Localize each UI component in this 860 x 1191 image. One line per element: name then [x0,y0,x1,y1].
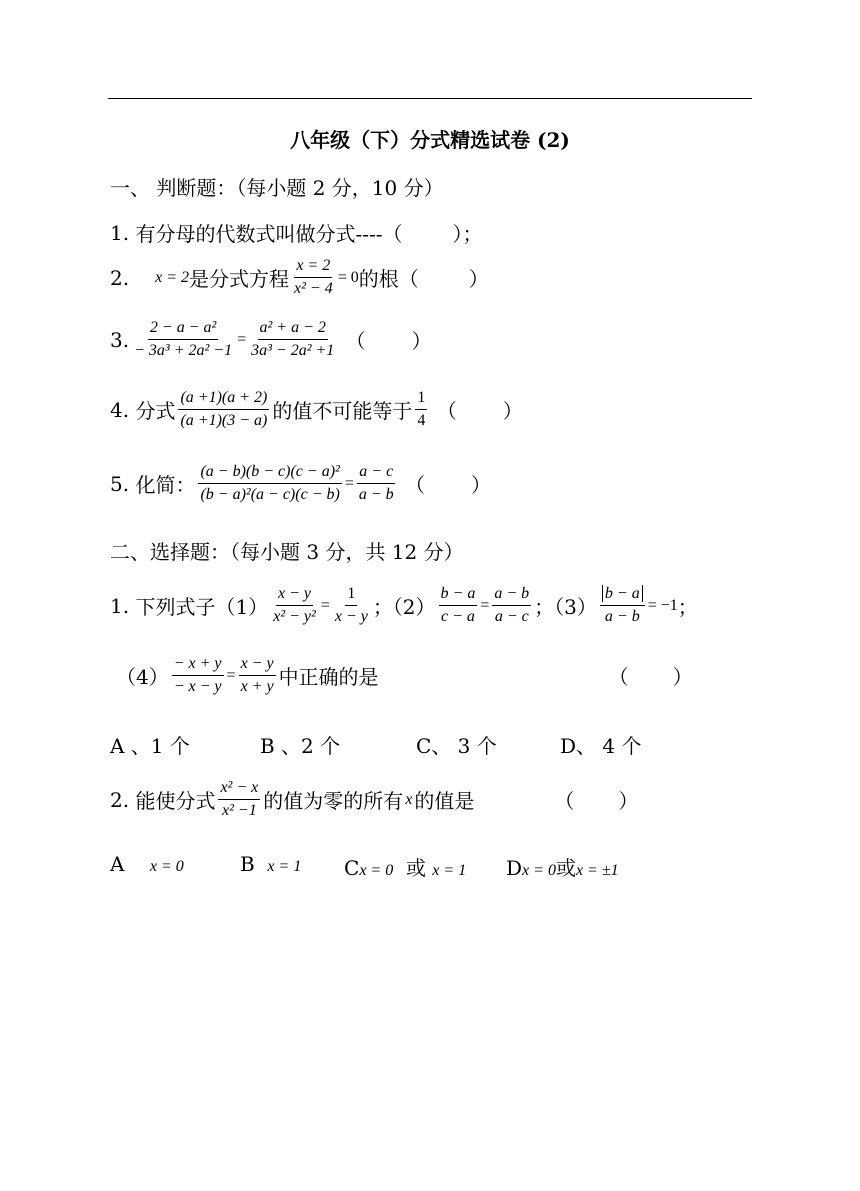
question-number: 2. [110,265,130,290]
choice-b[interactable]: B x = 1 [240,852,302,876]
question-text: ； [677,595,698,619]
choice-b[interactable]: B 、2 个 [260,734,341,758]
paren-close: ） [502,399,523,423]
question-number: 3. [110,327,130,352]
choice-a[interactable]: A x = 0 [110,852,184,876]
paren-close: ） [471,473,491,497]
question-number: 4. [110,397,130,422]
question-number: 2. [110,787,130,812]
fraction: $\frac{a - b}{a - c}$ [494,585,530,625]
question-text: 有分母的代数式叫做分式----（ [135,222,403,246]
s2-question-2 [110,778,638,821]
s2-question-1-cont: （4） $\frac{- x + y}{- x - y}$ = $\frac{x - y}{x + y}$ 中正确的是 （ ） [116,655,693,695]
question-text: ；（2） [372,595,436,619]
math-expression: = 0 [337,268,359,286]
math-expression: x = 2 [155,268,189,286]
paren-close: ） [411,329,432,353]
question-text: 的值不可能等于 [272,399,413,423]
question-text: 是分式方程 [189,267,289,291]
paren-open: （ [345,329,366,353]
question-number: 5. [110,471,130,496]
math-expression: = −1 [647,596,678,614]
fraction: $\frac{- x + y}{- x - y}$ [173,655,222,695]
s1-question-3: 3. $\frac{\text{2 − a − a²}}{\text{− 3a³ + 2a² −1}}$ = $\frac{\text{a² + a − 2}}{\text{3a³ − 2a² +1}}$ （ ） [110,319,432,359]
question-text: （4） [116,665,169,689]
fraction: $\frac{(a +1)(a + 2)}{(a +1)(3 - a)}$ [180,389,268,429]
choice-c[interactable]: C、 3 个 [416,734,497,758]
math-expression: x [405,790,413,808]
question-text: 能使分式 [135,789,216,813]
paren-close: ） [672,665,693,689]
fraction: $\frac{x = 2}{\text{x² − 4}}$ [294,257,333,297]
fraction: $\frac{1}{x - y}$ [334,585,368,625]
fraction: $\frac{1}{4}$ [417,389,426,429]
fraction: $\frac{a - c}{a - b}$ [358,463,394,503]
question-text: 中正确的是 [278,665,379,689]
top-rule [108,98,752,99]
fraction: $\frac{x - y}{\text{x² − y²}}$ [273,585,316,625]
question-text: 的根（ [358,267,419,291]
page-title: 八年级（下）分式精选试卷 (2) [290,128,570,152]
fraction: $\frac{\text{2 − a − a²}}{\text{− 3a³ + 2a² −1}}$ [134,319,233,359]
question-text: 的值为零的所有 [263,789,404,813]
question-number: 1. [110,593,130,618]
paren-close: ）； [452,222,483,246]
question-text: 分式 [135,399,176,423]
question-text: ；（3） [534,595,597,619]
s1-question-4 [110,388,523,431]
question-text: 下列式子（1） [135,595,269,619]
s1-question-2 [110,256,489,299]
fraction: $\frac{b - a}{a - b}$ [600,584,645,627]
choice-c[interactable]: Cx = 0 或 x = 1 [344,856,467,880]
fraction: $\frac{\text{a² + a − 2}}{\text{3a³ − 2a² +1}}$ [251,319,335,359]
question-text: 的值是 [414,789,475,813]
question-text: 化简： [135,473,196,497]
paren-open: （ [405,473,425,497]
fraction: $\frac{\text{x² − x}}{\text{x² −1}}$ [220,779,259,819]
choice-d[interactable]: Dx = 0或x = ±1 [506,856,619,880]
paren-open: （ [608,665,629,689]
s2-question-1: 1. 下列式子（1） $\frac{x - y}{\text{x² − y²}}$ = $\frac{1}{x - y}$ ；（2） $\frac{b - a}{c - a}$ = $\frac{a - b}{a - c}$ ；（3） $\frac{b - a}{a - b}$ = −1 ； [110,585,698,625]
s1-question-1 [110,218,482,247]
paren-open: （ [436,399,457,423]
fraction: $\frac{b - a}{c - a}$ [440,585,476,625]
section2-heading: 二、选择题：（每小题 3 分，共 12 分） [110,540,464,564]
choice-a[interactable]: A 、1 个 [110,734,190,758]
paren-open: （ [554,789,575,813]
section1-heading: 一、 判断题：（每小题 2 分，10 分） [110,176,444,200]
fraction: $\frac{\text{(a − b)(b − c)(c − a)²}}{\text{(b − a)²(a − c)(c − b)}}$ [200,463,340,503]
paren-close: ） [618,789,639,813]
choice-d[interactable]: D、 4 个 [560,734,642,758]
paren-close: ） [468,267,489,291]
question-number: 1. [110,220,130,245]
fraction: $\frac{x - y}{x + y}$ [240,655,274,695]
s1-question-5: 5. 化简： $\frac{\text{(a − b)(b − c)(c − a)²}}{\text{(b − a)²(a − c)(c − b)}}$ = $\frac{a - c}{a - b}$ （ ） [110,463,491,503]
